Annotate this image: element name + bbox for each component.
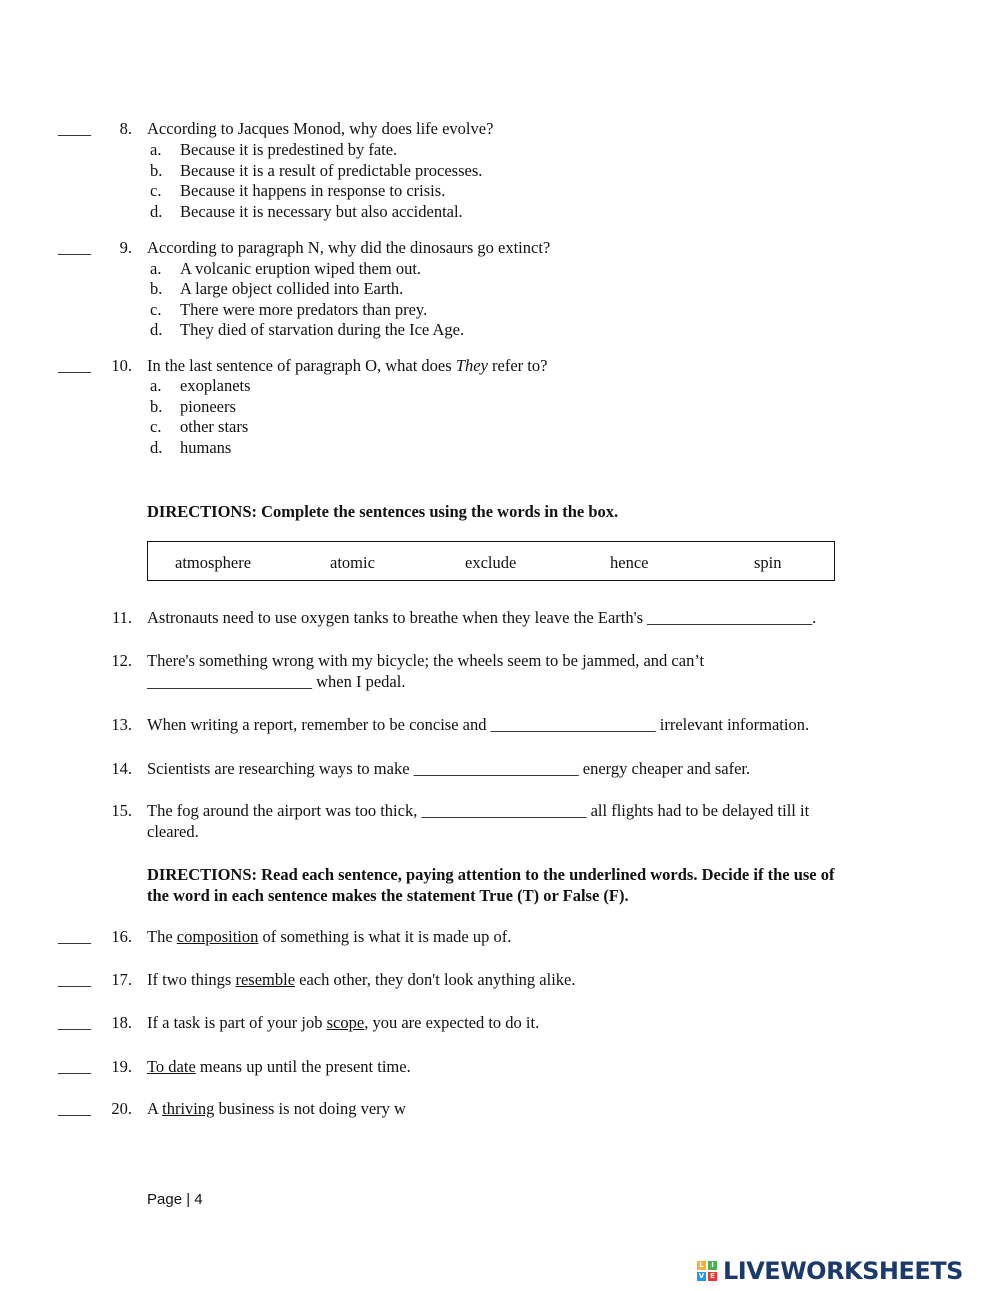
fill-sentence-15-cont: cleared. [147,822,199,841]
tf-post: , you are expected to do it. [364,1013,540,1032]
directions-true-false-cont: the word in each sentence makes the statement True (T) or False (F). [147,886,629,905]
option-text: pioneers [180,397,236,416]
question-number-9: 9. [119,238,132,257]
logo-block: L [697,1261,706,1270]
fill-sentence-14[interactable]: Scientists are researching ways to make ____________________ energy cheaper and safer. [147,759,751,778]
question-text-post: refer to? [487,356,548,375]
tf-post: business is not doing very w [214,1099,406,1118]
option-text: other stars [180,417,249,436]
question-text-10 [147,356,547,376]
option-letter: b. [150,279,163,298]
underlined-word: thriving [162,1099,215,1118]
logo-block: V [698,1272,705,1280]
underlined-word: To date [147,1057,196,1076]
option-letter: d. [150,438,163,457]
option-text: Because it is necessary but also accidental. [180,202,463,221]
option-text: humans [180,438,232,457]
option-letter: c. [150,181,162,200]
page-number: Page | 4 [147,1191,203,1208]
tf-pre: If two things [147,970,236,989]
answer-blank-9[interactable]: ____ [58,238,91,257]
answer-blank-8[interactable]: ____ [58,119,91,138]
tf-post: each other, they don't look anything alike. [295,970,576,989]
word-box-item: atomic [330,553,375,572]
option-text: Because it is predestined by fate. [180,140,398,159]
underlined-word: scope [326,1013,365,1032]
word-box-item: spin [754,553,782,572]
tf-post: means up until the present time. [195,1057,411,1076]
tf-sentence-17 [147,970,575,990]
option-text: A large object collided into Earth. [180,279,404,298]
directions-true-false: DIRECTIONS: Read each sentence, paying attention to the underlined words. Decide if the use of [147,865,835,884]
question-text-em: They [455,356,488,375]
tf-pre: If a task is part of your job [147,1013,327,1032]
option-text: Because it is a result of predictable processes. [180,161,483,180]
underlined-word: resemble [235,970,296,989]
tf-sentence-19 [147,1057,411,1077]
option-letter: a. [150,376,162,395]
directions-fill-in: DIRECTIONS: Complete the sentences using the words in the box. [147,502,619,521]
option-text: Because it happens in response to crisis. [180,181,446,200]
question-number-10: 10. [111,356,132,375]
answer-blank-16[interactable]: ____ [58,927,91,946]
answer-blank-18[interactable]: ____ [58,1013,91,1032]
tf-pre: A [147,1099,163,1118]
question-number-17: 17. [111,970,132,989]
word-box [147,541,835,581]
option-letter: b. [150,161,163,180]
question-number-16: 16. [111,927,132,946]
logo-blocks-icon [697,1261,717,1281]
fill-sentence-13[interactable]: When writing a report, remember to be concise and ____________________ irrelevant information. [147,715,810,734]
tf-post: of something is what it is made up of. [258,927,512,946]
question-number-13: 13. [111,715,132,734]
word-box-item: exclude [465,553,517,572]
question-number-12: 12. [111,651,132,670]
option-letter: b. [150,397,163,416]
question-text-9: According to paragraph N, why did the dinosaurs go extinct? [147,238,551,257]
logo-block: I [708,1261,717,1270]
question-number-8: 8. [119,119,132,138]
question-text-pre: In the last sentence of paragraph O, what does [147,356,456,375]
question-number-15: 15. [111,801,132,820]
fill-sentence-15[interactable]: The fog around the airport was too thick, ____________________ all flights had to be delayed till it [147,801,810,820]
fill-sentence-12-cont[interactable]: ____________________ when I pedal. [147,672,406,691]
option-text: A volcanic eruption wiped them out. [180,259,422,278]
answer-blank-17[interactable]: ____ [58,970,91,989]
tf-sentence-16 [147,927,511,947]
option-letter: a. [150,259,162,278]
fill-sentence-12[interactable]: There's something wrong with my bicycle; the wheels seem to be jammed, and can’t [147,651,705,670]
question-number-11: 11. [111,608,132,627]
answer-blank-10[interactable]: ____ [58,356,91,375]
question-number-18: 18. [111,1013,132,1032]
option-text: There were more predators than prey. [180,300,428,319]
question-number-19: 19. [111,1057,132,1076]
question-text-8: According to Jacques Monod, why does life evolve? [147,119,494,138]
option-text: exoplanets [180,376,251,395]
answer-blank-19[interactable]: ____ [58,1057,91,1076]
fill-sentence-11[interactable]: Astronauts need to use oxygen tanks to breathe when they leave the Earth's ____________________. [147,608,817,627]
option-letter: d. [150,202,163,221]
logo-block: E [708,1272,717,1281]
option-letter: d. [150,320,163,339]
underlined-word: composition [176,927,259,946]
question-number-20: 20. [111,1099,132,1118]
option-text: They died of starvation during the Ice Age. [180,320,465,339]
tf-sentence-18 [147,1013,539,1033]
logo-text: LIVEWORKSHEETS [723,1257,963,1285]
option-letter: c. [150,417,162,436]
liveworksheets-logo[interactable] [697,1255,963,1287]
word-box-item: hence [610,553,649,572]
option-letter: a. [150,140,162,159]
answer-blank-20[interactable]: ____ [58,1099,91,1118]
word-box-item: atmosphere [175,553,252,572]
question-number-14: 14. [111,759,132,778]
tf-pre: The [147,927,177,946]
option-letter: c. [150,300,162,319]
tf-sentence-20 [147,1099,406,1119]
